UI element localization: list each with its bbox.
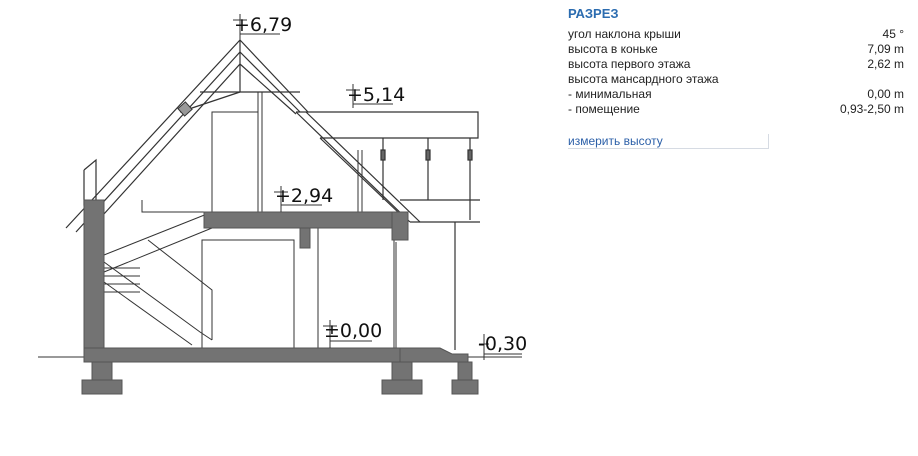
spec-row-ridge-height [568,42,904,57]
spec-label: высота мансардного этажа [568,72,719,86]
spec-row-attic-min [568,87,904,102]
spec-row-first-floor-height [568,57,904,72]
spec-value: 45 ° [882,27,904,41]
spec-value: 0,93-2,50 m [839,102,904,116]
spec-value: 0,00 m [867,87,904,101]
section-info-panel [568,6,904,117]
spec-label: - помещение [568,102,640,116]
roof [66,40,478,236]
spec-label: высота в коньке [568,42,658,56]
spec-row-attic-room [568,102,904,117]
staircase [104,212,212,345]
level-ridge-label: +6,79 [234,14,293,36]
measure-height-link[interactable]: измерить высоту [568,134,769,149]
spec-value: 7,09 m [867,42,904,56]
spec-row-roof-angle [568,27,904,42]
level-ground-label: -0,30 [478,333,528,355]
structure [82,200,478,394]
section-title: РАЗРЕЗ [568,6,619,21]
spec-label: угол наклона крыши [568,27,681,41]
level-floor1-label: ±0,00 [324,320,383,342]
spec-row-attic-height [568,72,904,87]
spec-label: - минимальная [568,87,652,101]
spec-label: высота первого этажа [568,57,691,71]
level-eave-label: +5,14 [347,84,406,106]
spec-value: 2,62 m [867,57,904,71]
level-floor2-label: +2,94 [275,185,334,207]
